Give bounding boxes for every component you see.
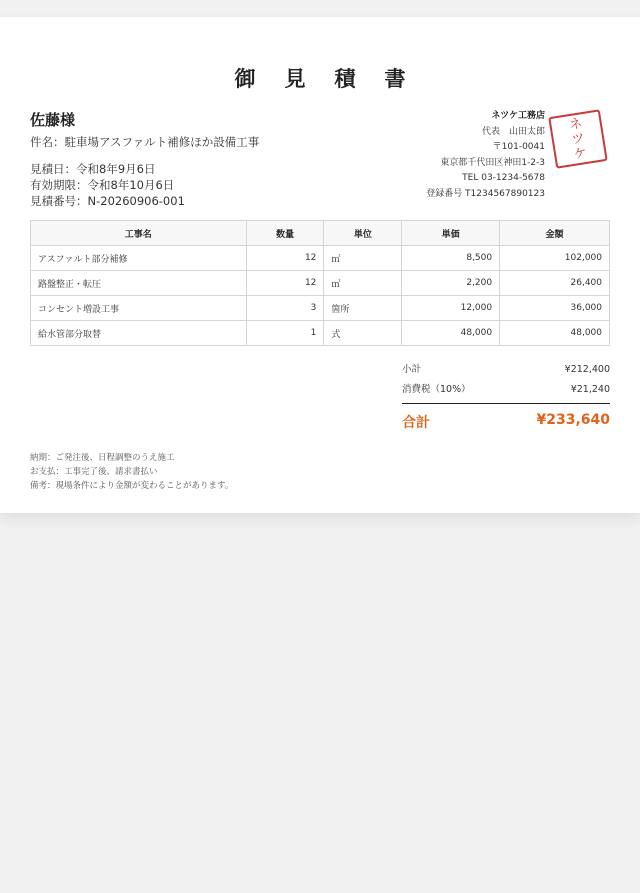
- company-name: ネツケ工務店: [491, 111, 545, 121]
- company-seal-stamp: [548, 109, 607, 168]
- company-postal: 〒101-0041: [492, 142, 545, 153]
- row-qty: 3: [246, 296, 324, 321]
- row-name: 給水管部分取替: [31, 321, 247, 346]
- table-header-row: [31, 221, 610, 246]
- note-remarks: 備考：現場条件により金額が変わることがあります。: [30, 481, 234, 491]
- row-unit: 箇所: [324, 296, 402, 321]
- note-delivery: 納期：ご発注後、日程調整のうえ施工: [30, 453, 175, 463]
- row-unit: 式: [324, 321, 402, 346]
- subtotal-row: [402, 362, 610, 382]
- totals-block: [402, 362, 610, 432]
- row-unit: ㎡: [324, 246, 402, 271]
- line-items-table: [30, 220, 610, 346]
- estimate-sheet: [0, 17, 640, 513]
- estimate-meta: [30, 161, 185, 209]
- row-price: 8,500: [402, 246, 500, 271]
- tax-row: [402, 382, 610, 402]
- row-amount: 48,000: [500, 321, 610, 346]
- company-registration: 登録番号 T1234567890123: [426, 188, 545, 199]
- estimate-number: 見積番号：N-20260906-001: [30, 194, 185, 208]
- row-unit: ㎡: [324, 271, 402, 296]
- row-price: 48,000: [402, 321, 500, 346]
- client-name: 佐藤様: [30, 111, 76, 129]
- row-qty: 12: [246, 271, 324, 296]
- totals-divider: [402, 403, 610, 404]
- subject-line: 件名：駐車場アスファルト補修ほか設備工事: [30, 135, 260, 149]
- row-name: 路盤整正・転圧: [31, 271, 247, 296]
- valid-until: 有効期限：令和8年10月6日: [30, 178, 175, 192]
- header-price: 単価: [402, 221, 500, 246]
- row-price: 12,000: [402, 296, 500, 321]
- stamp-char-1: ネ: [568, 115, 584, 133]
- header-name: 工事名: [31, 221, 247, 246]
- company-address: 東京都千代田区神田1-2-3: [440, 157, 545, 168]
- grand-total-label: 合計: [402, 415, 430, 431]
- table-row: [31, 271, 610, 296]
- header-unit: 単位: [324, 221, 402, 246]
- row-amount: 36,000: [500, 296, 610, 321]
- row-price: 2,200: [402, 271, 500, 296]
- row-qty: 1: [246, 321, 324, 346]
- company-info: [426, 109, 545, 203]
- row-amount: 102,000: [500, 246, 610, 271]
- note-payment: お支払：工事完了後、請求書払い: [30, 467, 158, 477]
- row-name: コンセント増設工事: [31, 296, 247, 321]
- table-row: [31, 321, 610, 346]
- subtotal-label: 小計: [402, 364, 422, 375]
- subtotal-value: ¥212,400: [564, 364, 610, 375]
- row-amount: 26,400: [500, 271, 610, 296]
- table-row: [31, 246, 610, 271]
- tax-value: ¥21,240: [570, 384, 610, 395]
- header-qty: 数量: [246, 221, 324, 246]
- table-row: [31, 296, 610, 321]
- tax-label: 消費税（10%）: [402, 384, 471, 395]
- company-representative: 代表 山田太郎: [481, 126, 545, 137]
- notes-block: [30, 451, 233, 493]
- row-name: アスファルト部分補修: [31, 246, 247, 271]
- row-qty: 12: [246, 246, 324, 271]
- estimate-date: 見積日：令和8年9月6日: [30, 162, 156, 176]
- document-title: 御見積書: [234, 67, 435, 91]
- grand-total-row: [402, 412, 610, 432]
- header-amount: 金額: [500, 221, 610, 246]
- company-tel: TEL 03-1234-5678: [462, 173, 545, 184]
- stamp-char-2: ツ: [570, 130, 586, 148]
- grand-total-value: ¥233,640: [536, 412, 610, 428]
- stamp-char-3: ケ: [572, 145, 588, 163]
